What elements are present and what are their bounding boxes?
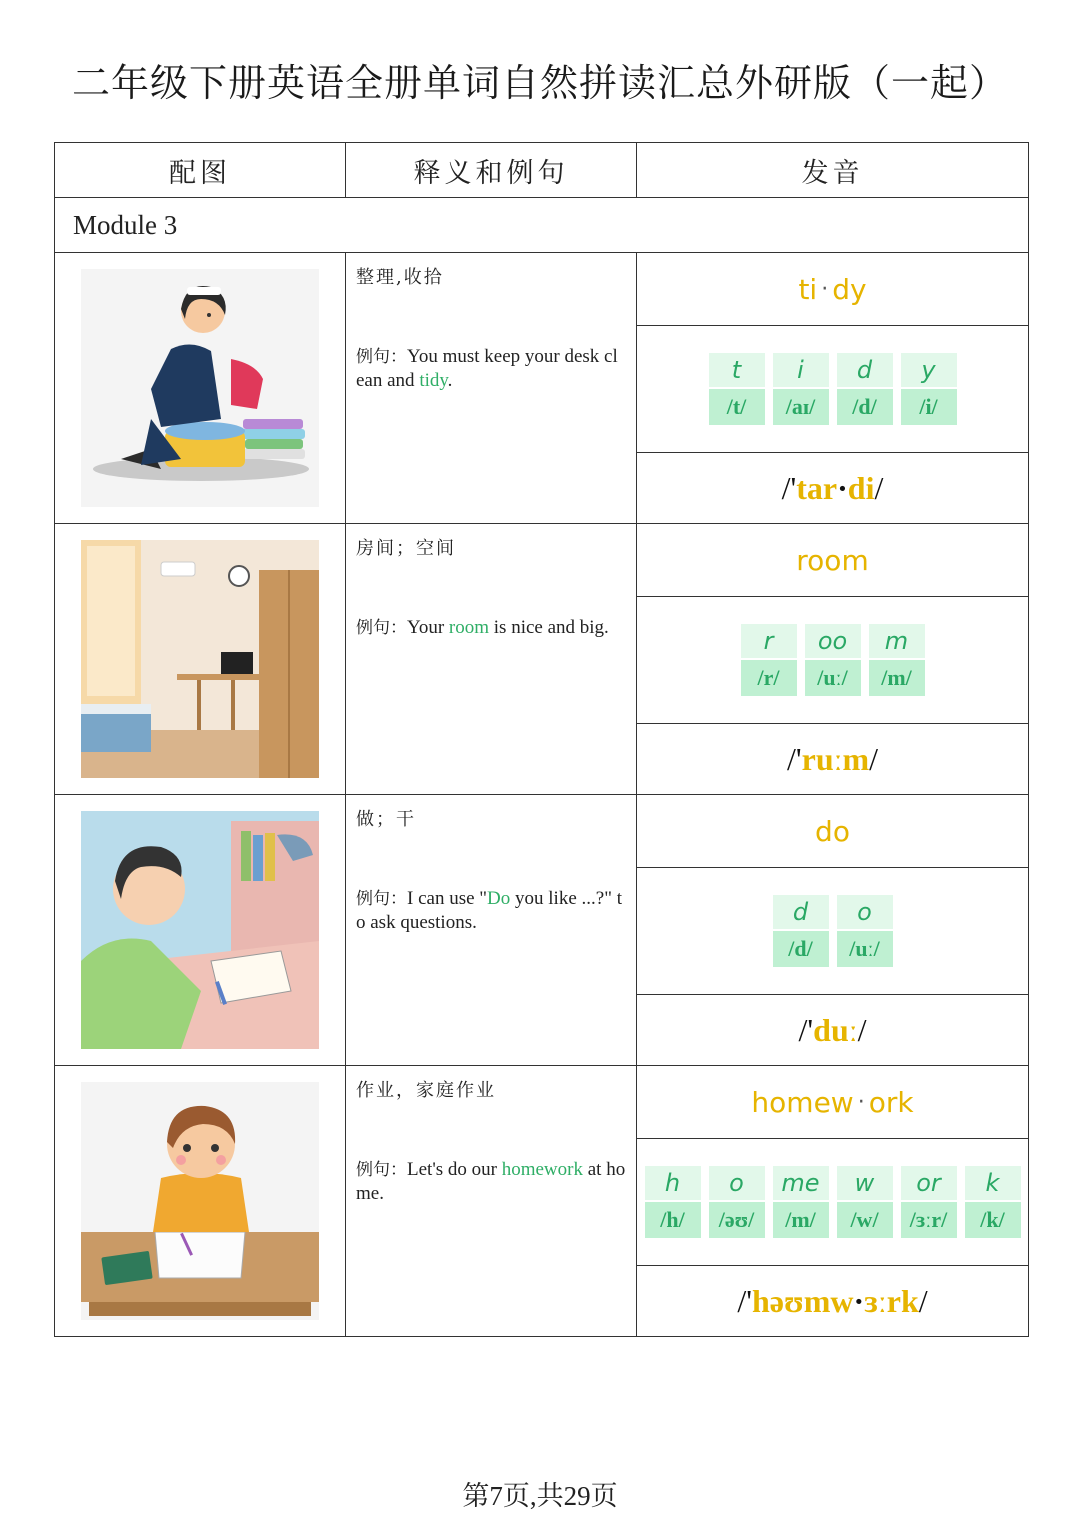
grapheme: h xyxy=(645,1166,701,1200)
ipa-stressed: tar xyxy=(796,469,838,506)
example-text-before: I can use " xyxy=(407,888,488,909)
syllable: do xyxy=(815,814,850,848)
grapheme: i xyxy=(773,353,829,387)
pronunciation-cell xyxy=(637,253,1029,524)
grapheme: or xyxy=(901,1166,957,1200)
boy-doing-homework-image xyxy=(81,1082,319,1320)
example-label: 例句： xyxy=(356,618,407,638)
phonics-tile xyxy=(837,353,893,425)
ipa-rest: di xyxy=(847,469,875,506)
syllable: dy xyxy=(832,272,867,306)
pronunciation-cell xyxy=(637,1066,1029,1337)
phoneme: /ɜːr/ xyxy=(901,1202,957,1238)
grapheme: oo xyxy=(805,624,861,658)
header-image: 配图 xyxy=(55,143,346,198)
phonics-tile xyxy=(837,1166,893,1238)
meaning-cell xyxy=(346,795,637,1066)
image-cell xyxy=(55,253,346,524)
chinese-meaning: 作业，家庭作业 xyxy=(356,1080,496,1101)
syllable: homew xyxy=(751,1085,854,1119)
syllable-word: homew · ork xyxy=(637,1066,1028,1139)
phonics-tile xyxy=(709,353,765,425)
phonics-tile xyxy=(773,1166,829,1238)
ipa-stressed: duː xyxy=(813,1011,858,1048)
grapheme: o xyxy=(709,1166,765,1200)
grapheme: r xyxy=(741,624,797,658)
table-row xyxy=(55,253,1029,524)
header-pronunciation: 发音 xyxy=(637,143,1029,198)
phonics-tile xyxy=(709,1166,765,1238)
ipa-transcription: /' ruːm / xyxy=(786,740,879,777)
phonics-tile xyxy=(805,624,861,696)
chinese-meaning: 做；干 xyxy=(356,809,416,830)
example-highlight-word: tidy xyxy=(419,370,448,391)
phonics-tile xyxy=(837,895,893,967)
phoneme: /m/ xyxy=(773,1202,829,1238)
ipa-stressed: həʊmw xyxy=(752,1282,854,1319)
ipa-dot: · xyxy=(853,1282,865,1319)
girl-tidying-clothes-image xyxy=(81,269,319,507)
example-highlight-word: room xyxy=(448,617,490,638)
grapheme: y xyxy=(901,353,957,387)
syllable-word xyxy=(637,524,1028,597)
syllable: ork xyxy=(868,1085,914,1119)
table-row xyxy=(55,524,1029,795)
chinese-meaning: 房间；空间 xyxy=(356,538,456,559)
phoneme: /d/ xyxy=(837,389,893,425)
example-highlight-word: homework xyxy=(501,1159,583,1180)
module-label: Module 3 xyxy=(55,198,1029,253)
phoneme: /i/ xyxy=(901,389,957,425)
ipa-dot: · xyxy=(837,469,848,506)
ipa-transcription: /' tar · di / xyxy=(781,469,884,506)
table-header-row xyxy=(55,143,1029,198)
example-text-before: You must keep your desk clean and xyxy=(356,346,618,391)
example-text-before: Let's do our xyxy=(407,1159,502,1180)
phonics-tiles xyxy=(637,1139,1028,1266)
image-cell xyxy=(55,795,346,1066)
example-highlight-word: Do xyxy=(487,888,511,909)
example-text-before: Your xyxy=(407,617,449,638)
example-label: 例句： xyxy=(356,1160,407,1180)
phoneme: /d/ xyxy=(773,931,829,967)
example-label: 例句： xyxy=(356,347,407,367)
syllable: ti xyxy=(798,272,818,306)
grapheme: t xyxy=(709,353,765,387)
table-row xyxy=(55,795,1029,1066)
header-meaning: 释义和例句 xyxy=(346,143,637,198)
syllable-word: ti · dy xyxy=(637,253,1028,326)
ipa-stressed: ruːm xyxy=(801,740,870,777)
phonics-tile xyxy=(645,1166,701,1238)
example-sentence xyxy=(356,616,626,640)
phoneme: /r/ xyxy=(741,660,797,696)
grapheme: m xyxy=(869,624,925,658)
meaning-cell xyxy=(346,524,637,795)
phoneme: /w/ xyxy=(837,1202,893,1238)
grapheme: d xyxy=(837,353,893,387)
ipa-transcription: /' duː / xyxy=(798,1011,867,1048)
phoneme: /aɪ/ xyxy=(773,389,829,425)
chinese-meaning: 整理,收拾 xyxy=(356,267,444,288)
phonics-tile xyxy=(773,353,829,425)
example-text-after: . xyxy=(447,370,453,391)
phonics-tile xyxy=(901,1166,957,1238)
image-cell xyxy=(55,524,346,795)
phonics-tiles xyxy=(637,868,1028,995)
grapheme: w xyxy=(837,1166,893,1200)
example-text-after: at home. xyxy=(356,1159,626,1204)
module-row xyxy=(55,198,1029,253)
phoneme: /əʊ/ xyxy=(709,1202,765,1238)
vocabulary-table xyxy=(54,142,1029,1337)
example-text-after: you like ...?" to ask questions. xyxy=(356,888,622,933)
bedroom-image xyxy=(81,540,319,778)
phonics-tile xyxy=(901,353,957,425)
grapheme: o xyxy=(837,895,893,929)
syllable: room xyxy=(796,543,869,577)
boy-writing-at-desk-image xyxy=(81,811,319,1049)
example-sentence xyxy=(356,345,626,393)
example-text-after: is nice and big. xyxy=(489,617,609,638)
grapheme: d xyxy=(773,895,829,929)
table-row xyxy=(55,1066,1029,1337)
phonics-tile xyxy=(773,895,829,967)
phoneme: /h/ xyxy=(645,1202,701,1238)
phoneme: /m/ xyxy=(869,660,925,696)
grapheme: k xyxy=(965,1166,1021,1200)
phonics-tiles xyxy=(637,326,1028,453)
phoneme: /k/ xyxy=(965,1202,1021,1238)
image-cell xyxy=(55,1066,346,1337)
phoneme: /uː/ xyxy=(805,660,861,696)
page-title: 二年级下册英语全册单词自然拼读汇总外研版（一起） xyxy=(71,61,1008,105)
ipa-transcription: /' həʊmw · ɜːrk / xyxy=(737,1282,928,1319)
phonics-tiles xyxy=(637,597,1028,724)
phonics-tile xyxy=(869,624,925,696)
phoneme: /t/ xyxy=(709,389,765,425)
syllable-word xyxy=(637,795,1028,868)
pronunciation-cell xyxy=(637,524,1029,795)
pronunciation-cell xyxy=(637,795,1029,1066)
phoneme: /uː/ xyxy=(837,931,893,967)
example-sentence xyxy=(356,887,626,935)
phonics-tile xyxy=(741,624,797,696)
page-number: 第7页,共29页 xyxy=(462,1481,618,1511)
example-sentence xyxy=(356,1158,626,1206)
example-label: 例句： xyxy=(356,889,407,909)
meaning-cell xyxy=(346,1066,637,1337)
ipa-rest: ɜːrk xyxy=(864,1282,919,1319)
phonics-tile xyxy=(965,1166,1021,1238)
meaning-cell xyxy=(346,253,637,524)
grapheme: me xyxy=(773,1166,829,1200)
